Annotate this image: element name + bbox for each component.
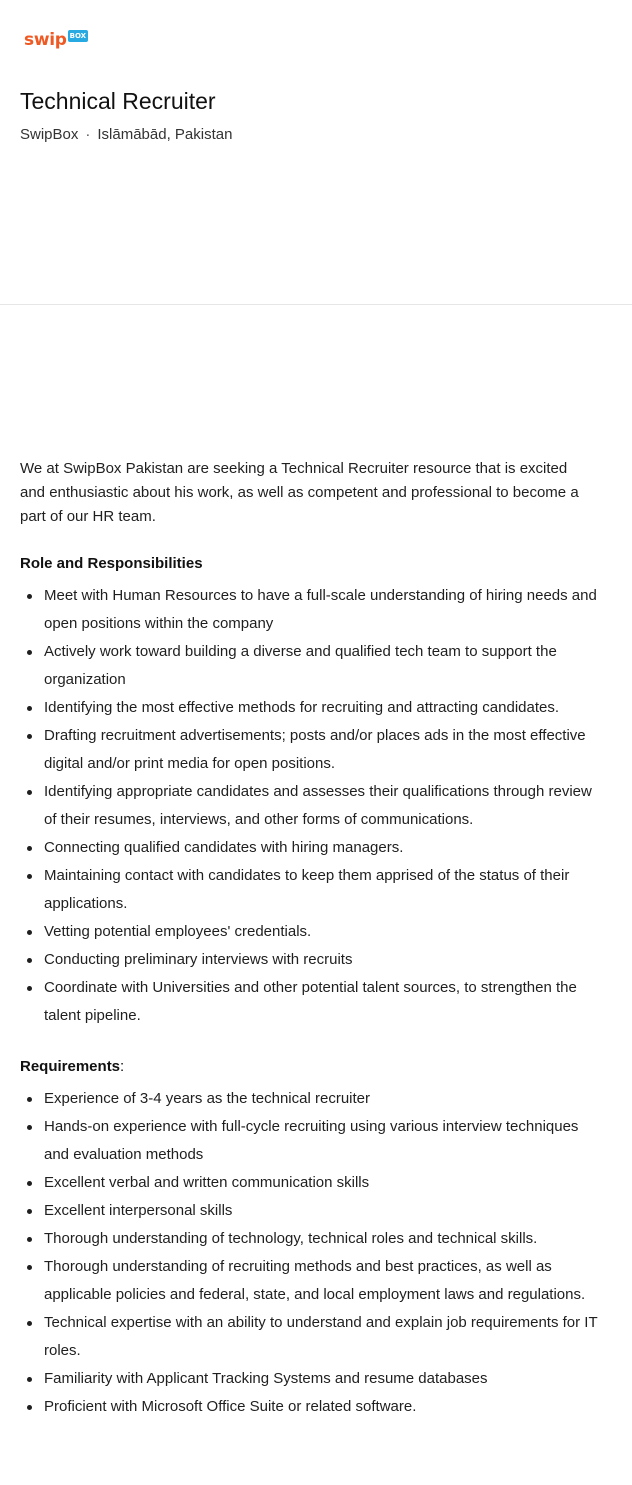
swipbox-logo[interactable] — [24, 28, 88, 52]
list-item: Identifying appropriate candidates and assesses their qualifications through review of their resumes, interviews, and other forms of communications. — [44, 778, 604, 834]
list-item: Proficient with Microsoft Office Suite or related software. — [44, 1393, 604, 1421]
list-item: Maintaining contact with candidates to keep them apprised of the status of their applications. — [44, 862, 604, 918]
job-meta — [20, 124, 232, 146]
list-item: Identifying the most effective methods for recruiting and attracting candidates. — [44, 694, 604, 722]
job-location: Islāmābād, Pakistan — [97, 126, 233, 143]
list-item: Connecting qualified candidates with hiring managers. — [44, 834, 604, 862]
list-item: Hands-on experience with full-cycle recruiting using various interview techniques and evaluation methods — [44, 1113, 604, 1169]
list-item: Experience of 3-4 years as the technical recruiter — [44, 1085, 604, 1113]
list-item: Thorough understanding of recruiting methods and best practices, as well as applicable policies and federal, state, and local employment laws and regulations. — [44, 1253, 604, 1309]
list-item: Technical expertise with an ability to understand and explain job requirements for IT roles. — [44, 1309, 604, 1365]
list-item: Vetting potential employees' credentials. — [44, 918, 604, 946]
list-item: Excellent interpersonal skills — [44, 1197, 604, 1225]
list-item: Coordinate with Universities and other potential talent sources, to strengthen the talent pipeline. — [44, 974, 604, 1030]
list-item: Thorough understanding of technology, technical roles and technical skills. — [44, 1225, 604, 1253]
list-item: Familiarity with Applicant Tracking Systems and resume databases — [44, 1365, 604, 1393]
company-name[interactable]: SwipBox — [20, 126, 79, 143]
requirements-heading-colon: : — [120, 1058, 125, 1075]
list-item: Actively work toward building a diverse and qualified tech team to support the organization — [44, 638, 604, 694]
logo-word: swip — [24, 30, 67, 50]
requirements-heading-text: Requirements — [20, 1058, 121, 1075]
list-item: Excellent verbal and written communication skills — [44, 1169, 604, 1197]
job-title: Technical Recruiter — [20, 88, 216, 114]
list-item: Conducting preliminary interviews with recruits — [44, 946, 604, 974]
blank-area — [0, 305, 632, 457]
list-item: Drafting recruitment advertisements; posts and/or places ads in the most effective digital and/or print media for open positions. — [44, 722, 604, 778]
requirements-heading — [20, 1055, 612, 1079]
meta-separator: · — [85, 126, 91, 143]
intro-paragraph: We at SwipBox Pakistan are seeking a Technical Recruiter resource that is excited and enthusiastic about his work, as well as competent and professional to become a part of our HR team. — [20, 460, 579, 525]
role-list — [20, 582, 612, 1030]
job-header — [0, 0, 632, 305]
logo-box: BOX — [69, 32, 87, 40]
requirements-list — [20, 1085, 612, 1421]
list-item: Meet with Human Resources to have a full-scale understanding of hiring needs and open positions within the company — [44, 582, 604, 638]
role-heading: Role and Responsibilities — [20, 555, 203, 572]
job-description — [0, 457, 632, 1421]
